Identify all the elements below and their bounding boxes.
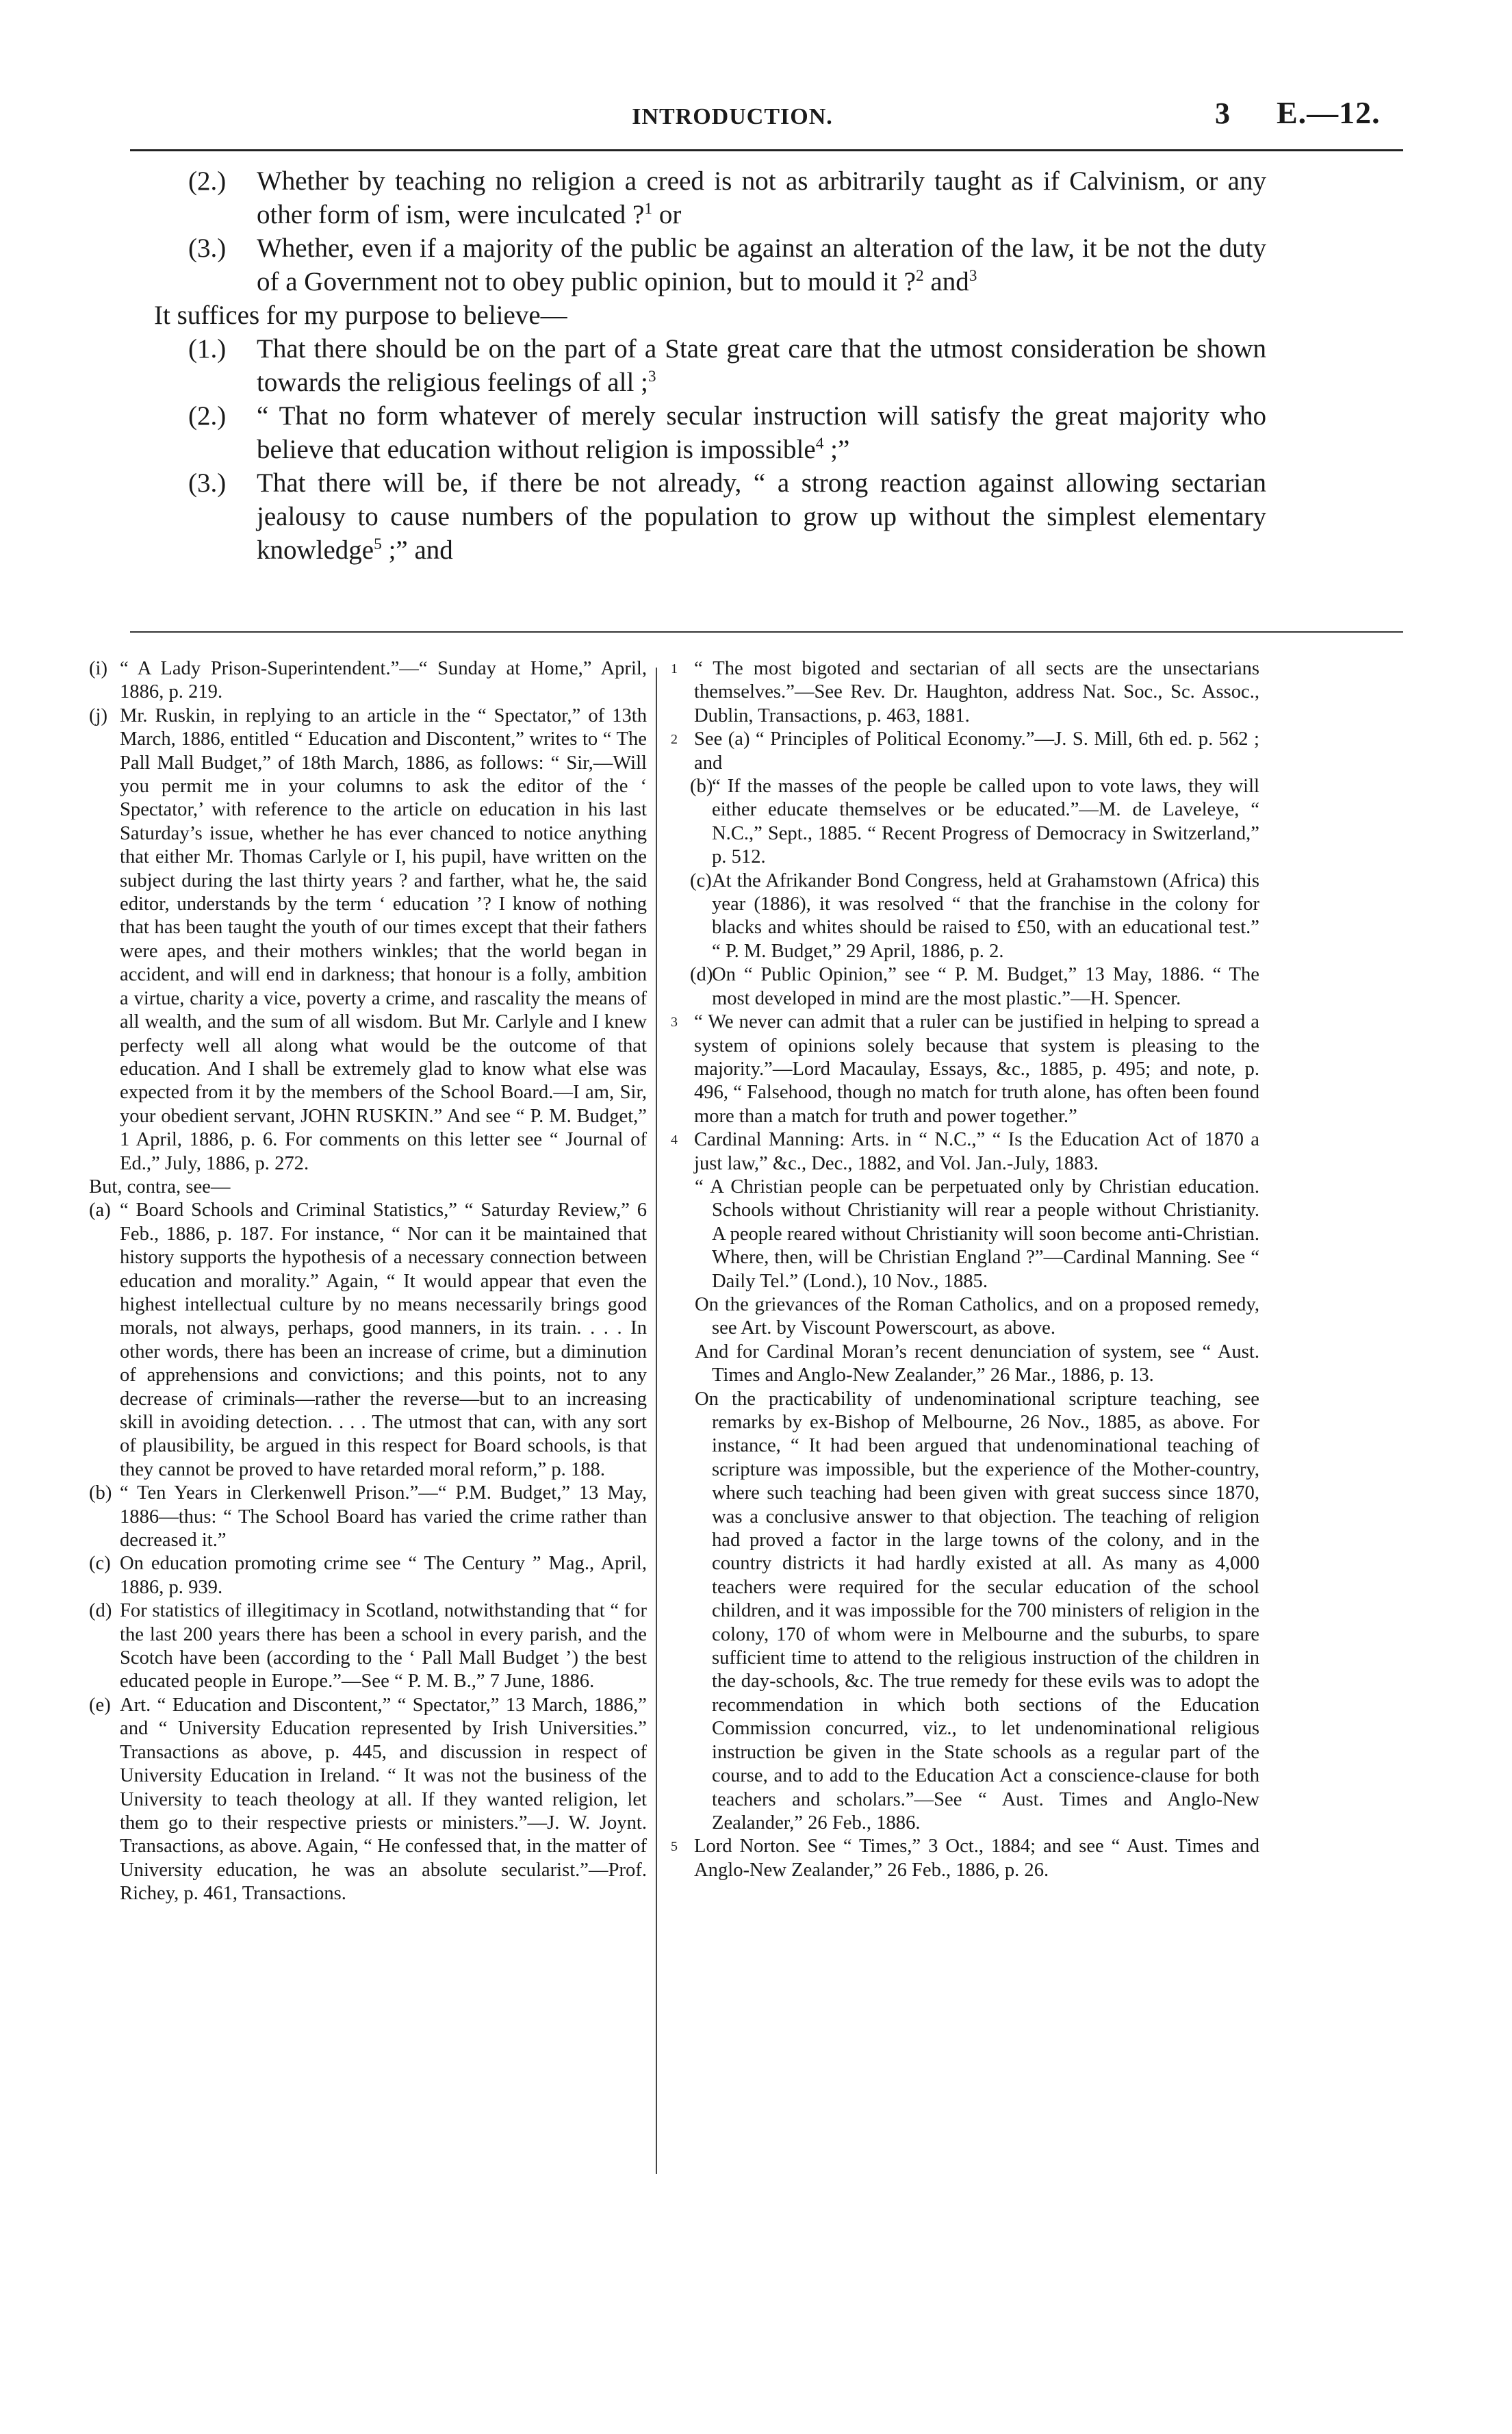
footnote-ref: 5	[374, 535, 382, 553]
footnote-2b: (b) “ If the masses of the people be called upon to vote laws, they will either educate themselves or be educated.”—M. de Laveleye, “ N.C.,” Sept., 1885. “ Recent Progress of Democracy in Switzerland,” p. 512.	[690, 776, 1259, 868]
document-reference: E.—12.	[1277, 95, 1381, 130]
left-notes-column	[89, 657, 647, 1906]
belief-item: (1.) That there should be on the part of a State great care that the utmost consideration be shown towards the religious feelings of all ;$^3$	[188, 334, 1266, 397]
footnote-1: 1 “ The most bigoted and sectarian of all sects are the unsectarians themselves.”—See Rev. Dr. Haughton, address Nat. Soc., Sc. Assoc., Dublin, Transactions, p. 463, 1881.	[671, 658, 1259, 726]
right-notes-column	[671, 657, 1259, 1882]
main-text	[137, 164, 1266, 567]
running-header-title: INTRODUCTION.	[632, 104, 833, 129]
footnote-4: 4 Cardinal Manning: Arts. in “ N.C.,” “ Is the Education Act of 1870 a just law,” &c., Dec., 1882, and Vol. Jan.-July, 1883.	[671, 1129, 1259, 1174]
footnote-2d: (d) On “ Public Opinion,” see “ P. M. Budget,” 13 May, 1886. “ The most developed in mind are the most plastic.”—H. Spencer.	[690, 964, 1259, 1009]
note-d: (d) For statistics of illegitimacy in Scotland, notwithstanding that “ for the last 200 years there has been a school in every parish, and the Scotch have been (according to the ‘ Pall Mall Budget ’) the best educated people in Europe.”—See “ P. M. B.,” 7 June, 1886.	[89, 1600, 647, 1693]
note-b: (b) “ Ten Years in Clerkenwell Prison.”—“ P.M. Budget,” 13 May, 1886—thus: “ The School Board has varied the crime rather than decreased it.”	[89, 1482, 647, 1551]
footnote-4-grievances: On the grievances of the Roman Catholics, and on a proposed remedy, see Art. by Viscount Powerscourt, as above.	[695, 1293, 1259, 1339]
footnote-4-quote: “ A Christian people can be perpetuated only by Christian education. Schools without Christianity will rear a people without Christianity. A people reared without Christianity will soon become anti-Christian. Where, then, will be Christian England ?”—Cardinal Manning. See “ Daily Tel.” (Lond.), 10 Nov., 1885.	[695, 1176, 1259, 1292]
question-item: (3.) Whether, even if a majority of the public be against an alteration of the law, it be not the duty of a Government not to obey public opinion, but to mould it ?$^2$ and$^3$	[188, 233, 1266, 296]
footnote-ref: 4	[815, 435, 824, 453]
question-item: (2.) Whether by teaching no religion a creed is not as arbitrarily taught as if Calvinism, or any other form of ism, were inculcated ?$^1$ or	[188, 166, 1266, 229]
note-j: (j) Mr. Ruskin, in replying to an article in the “ Spectator,” of 13th March, 1886, entitled “ Education and Discontent,” writes to “ The Pall Mall Budget,” of 18th March, 1886, as follows: “ Sir,—Will you permit me in your columns to ask the editor of the ‘ Spectator,’ with reference to the article on education in his last Saturday’s issue, whether he has ever chanced to notice anything that either Mr. Thomas Carlyle or I, his pupil, have written on the subject during the last thirty years ? and farther, what he, the said editor, understands by the term ‘ education ’? I know of nothing that has been taught the youth of our times except that their fathers were apes, and their mothers winkles; that the world began in accident, and will end in darkness; that honour is a folly, ambition a virtue, charity a vice, poverty a crime, and rascality the means of all wealth, and the sum of all wisdom. But Mr. Carlyle and I knew perfecty well all along what would be the outcome of that education. And I shall be extremely glad to know what else was expected from it by the members of the School Board.—I am, Sir, your obedient servant, JOHN RUSKIN.” And see “ P. M. Budget,” 1 April, 1886, p. 6. For comments on this letter see “ Journal of Ed.,” July, 1886, p. 272.	[89, 705, 647, 1174]
belief-item: (2.) “ That no form whatever of merely secular instruction will satisfy the great majority who believe that education without religion is impossible$^4$ ;”	[188, 401, 1266, 464]
note-c: (c) On education promoting crime see “ The Century ” Mag., April, 1886, p. 939.	[89, 1553, 647, 1598]
footnote-rule	[130, 631, 1403, 633]
note-a: (a) “ Board Schools and Criminal Statistics,” “ Saturday Review,” 6 Feb., 1886, p. 187. For instance, “ Nor can it be maintained that history supports the hypothesis of a necessary connection between education and morality.” Again, “ It would appear that even the highest intellectual culture by no means necessarily brings good morals, not always, perhaps, good manners, in its train. . . . In other words, there has been an increase of crime, but a diminution of apprehensions and convictions; and this points, not to any decrease of criminals—rather the reverse—but to an increasing skill in avoiding detection. . . . The utmost that can, with any sort of plausibility, be argued in this respect for Board schools, is that they cannot be proved to have retarded moral reform,” p. 188.	[89, 1200, 647, 1480]
footnote-4-moran: And for Cardinal Moran’s recent denunciation of system, see “ Aust. Times and Anglo-New Zealander,” 26 Mar., 1886, p. 13.	[695, 1341, 1259, 1386]
footnote-3: 3 “ We never can admit that a ruler can be justified in helping to spread a system of opinions solely because that system is pleasing to the majority.”—Lord Macaulay, Essays, &c., 1885, p. 495; and note, p. 496, “ Falsehood, though no match for truth alone, has often been found more than a match for truth and power together.”	[671, 1011, 1259, 1127]
note-e: (e) Art. “ Education and Discontent,” “ Spectator,” 13 March, 1886,” and “ University Education represented by Irish Universities.” Transactions as above, p. 445, and discussion in respect of University Education in Ireland. “ It was not the business of the University to teach theology at all. If they wanted religion, let them go to their respective priests or ministers.”—J. W. Joynt. Transactions, as above. Again, “ He confessed that, in the matter of University education, he was an absolute secularist.”—Prof. Richey, p. 461, Transactions.	[89, 1694, 647, 1905]
suffices-line: It suffices for my purpose to believe—	[154, 301, 567, 330]
contra-line: But, contra, see—	[89, 1176, 231, 1197]
column-divider	[656, 668, 657, 2174]
footnote-4-practicability: On the practicability of undenominational scripture teaching, see remarks by ex-Bishop of Melbourne, 26 Nov., 1885, as above. For instance, “ It had been argued that undenominational teaching of scripture was impossible, but the experience of the Mother-country, where such teaching had been given with great success since 1870, was a conclusive answer to that objection. The teaching of religion had proved a factor in the large towns of the colony, and in the country districts it had hardly existed at all. As many as 4,000 teachers were required for the secular education of the school children, and it was impossible for the 700 ministers of religion in the colony, 170 of whom were in Melbourne and the suburbs, to spare sufficient time to attend to the religious instruction of the children in the day-schools, &c. The true remedy for these evils was to adopt the recommendation in which both sections of the Education Commission concurred, viz., to let undenominational religious instruction be given in the State schools as a regular part of the course, and to add to the Education Act a conscience-clause for both teachers and scholars.”—See “ Aust. Times and Anglo-New Zealander,” 26 Feb., 1886.	[695, 1388, 1259, 1834]
footnote-ref: 3	[969, 267, 977, 285]
footnote-2c: (c) At the Afrikander Bond Congress, held at Grahamstown (Africa) this year (1886), it was resolved “ that the franchise in the colony for blacks and whites should be raised to £50, with an educational test.” “ P. M. Budget,” 29 April, 1886, p. 2.	[690, 870, 1259, 962]
footnote-5: 5 Lord Norton. See “ Times,” 3 Oct., 1884; and see “ Aust. Times and Anglo-New Zealander,” 26 Feb., 1886, p. 26.	[671, 1836, 1259, 1881]
footnote-ref: 1	[644, 200, 653, 218]
footnote-2: 2 See (a) “ Principles of Political Economy.”—J. S. Mill, 6th ed. p. 562 ; and	[671, 728, 1259, 774]
note-i: (i) “ A Lady Prison-Superintendent.”—“ Sunday at Home,” April, 1886, p. 219.	[89, 658, 647, 703]
footnote-ref: 2	[915, 267, 924, 285]
belief-item: (3.) That there will be, if there be not already, “ a strong reaction against allowing sectarian jealousy to cause numbers of the population to grow up without the simplest elementary knowledge$^5$ ;” and	[188, 468, 1266, 565]
footnote-ref: 3	[648, 368, 656, 385]
header-rule	[130, 149, 1403, 151]
page-number: 3	[1215, 97, 1230, 130]
